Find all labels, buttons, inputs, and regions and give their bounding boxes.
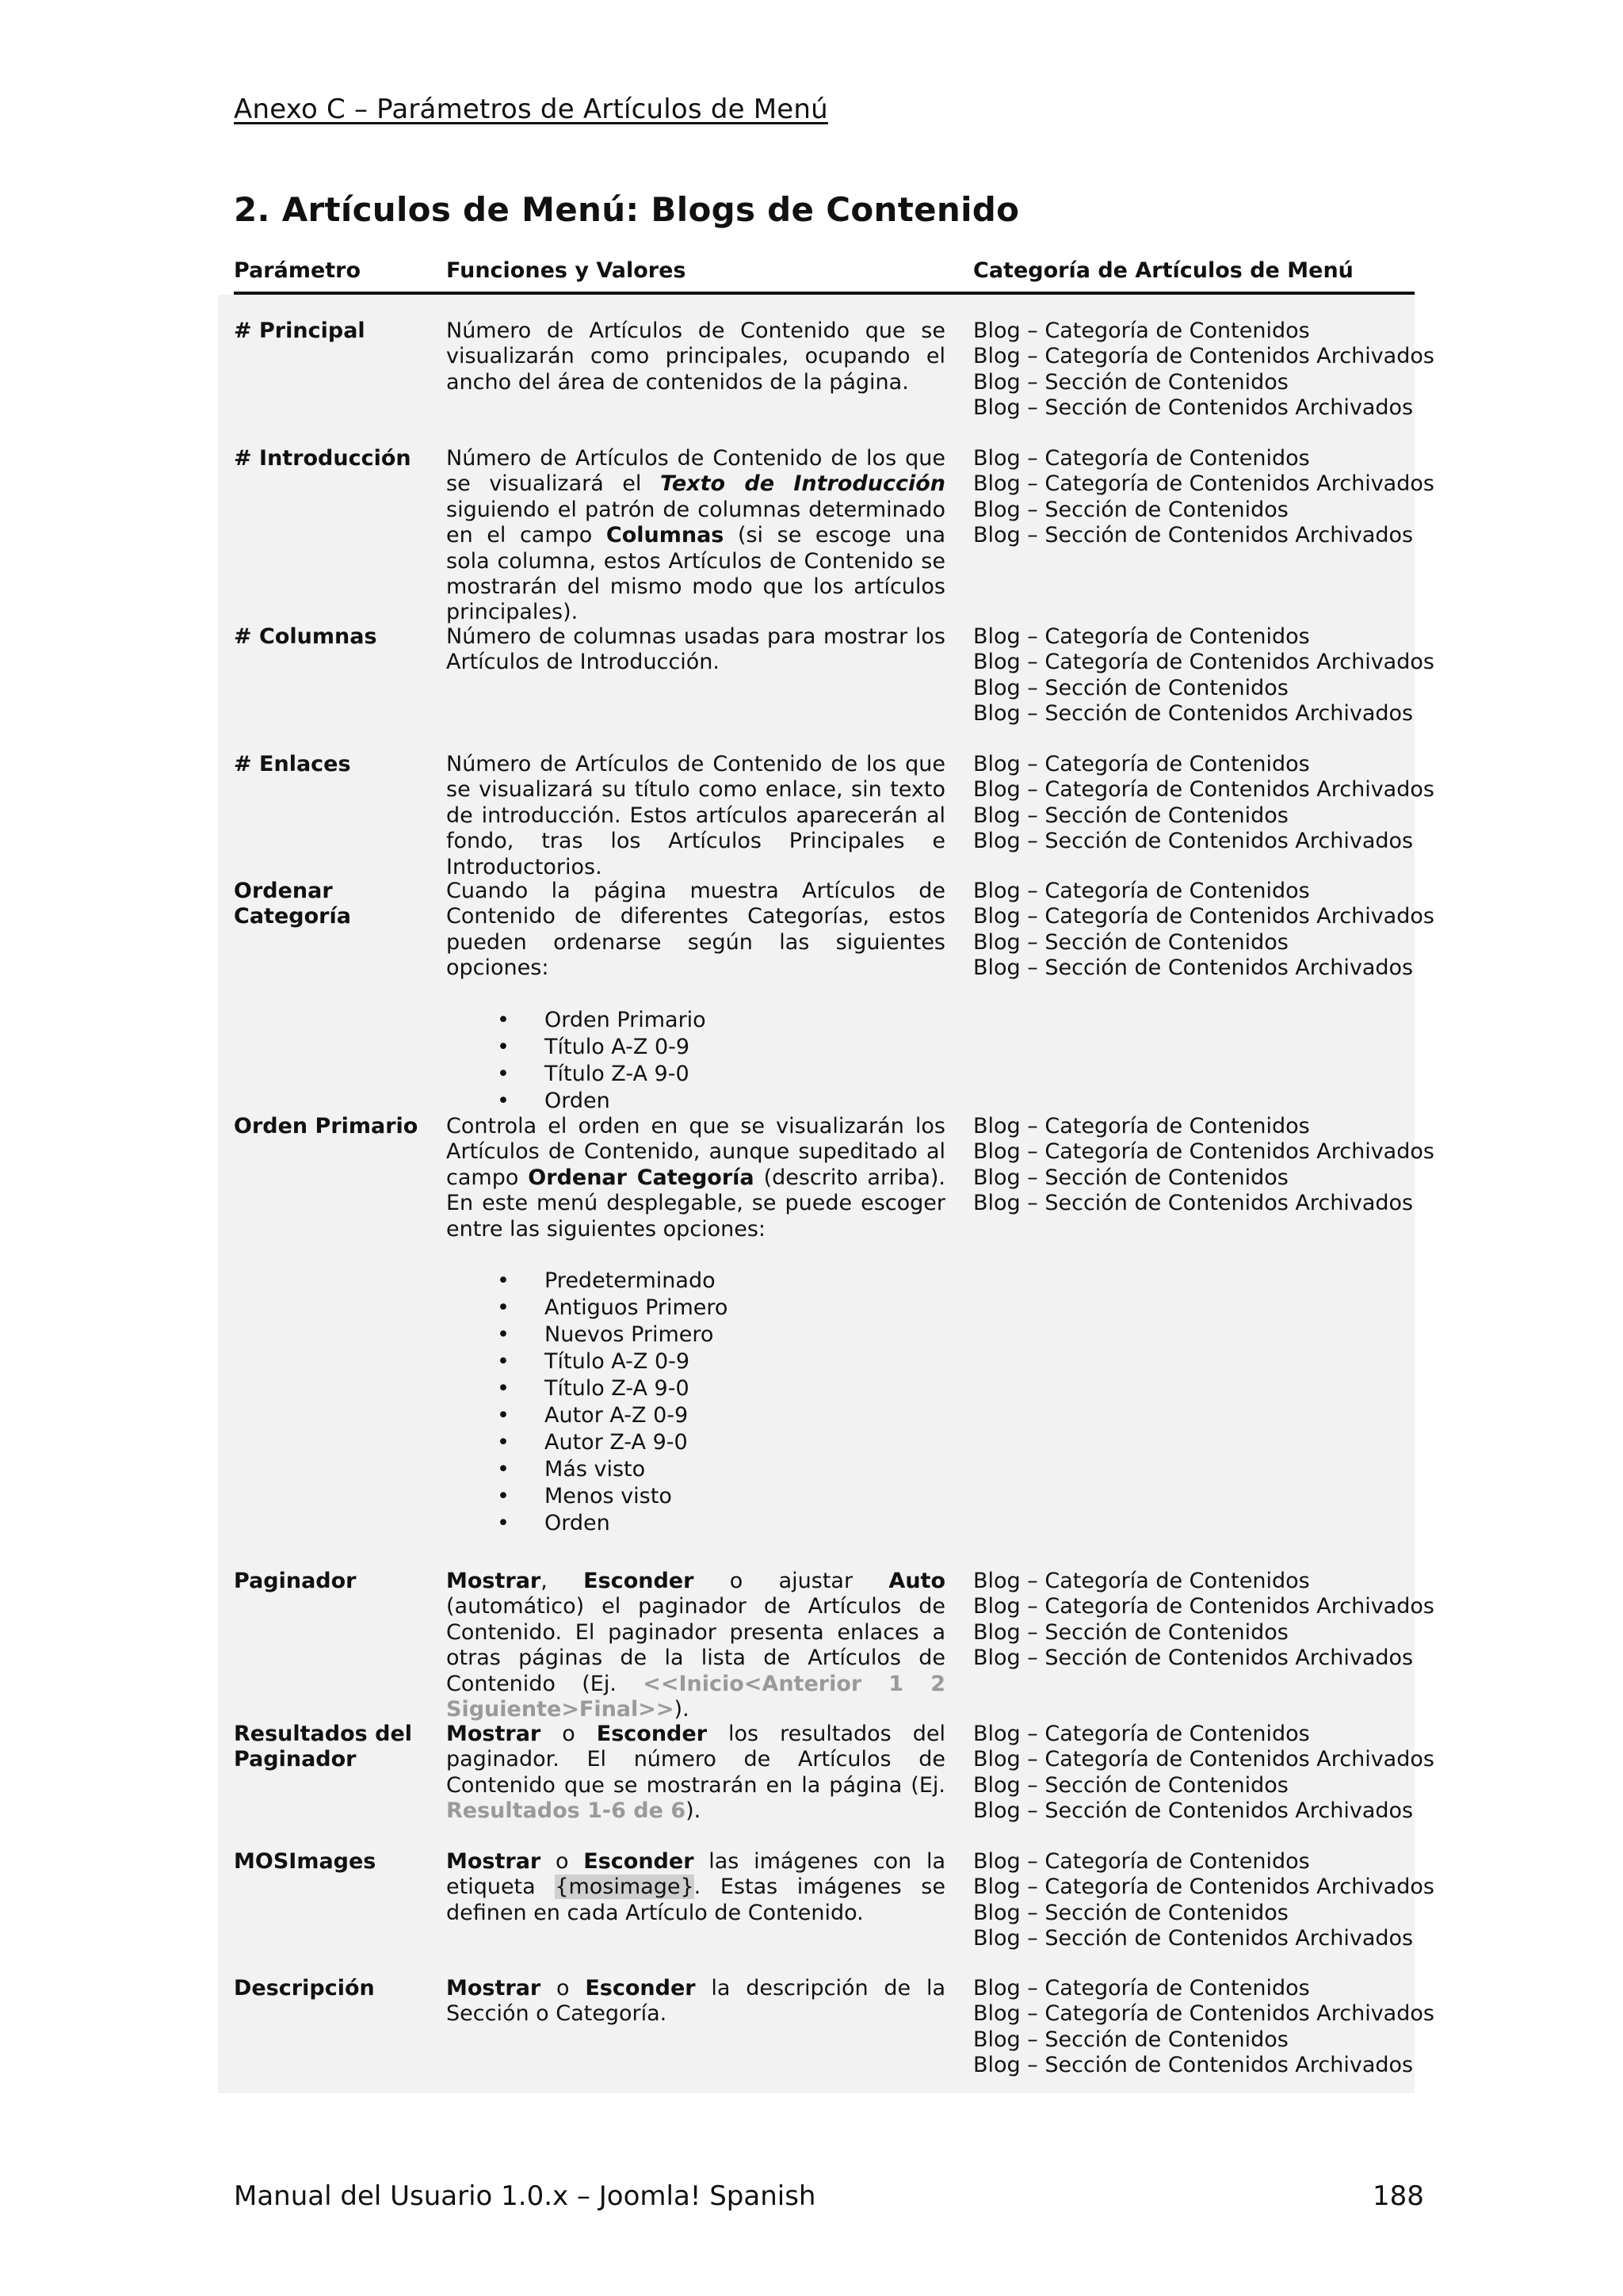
- emphasis: Texto de Introducción: [659, 471, 945, 497]
- menu-categories: [973, 446, 1434, 549]
- option-item: • Orden Primario: [446, 1007, 945, 1034]
- param-name: Descripción: [234, 1976, 375, 2000]
- pagination-example: <<Inicio<Anterior 1 2 Siguiente>Final>>: [446, 1671, 945, 1722]
- category-item: Blog – Sección de Contenidos Archivados: [973, 2053, 1414, 2078]
- category-item: Blog – Sección de Contenidos: [973, 2027, 1289, 2052]
- param-name: # Introducción: [234, 446, 411, 471]
- text: ).: [685, 1798, 701, 1824]
- emphasis: Mostrar: [446, 1849, 541, 1874]
- emphasis: Mostrar: [446, 1569, 541, 1593]
- mosimage-tag: {mosimage}: [555, 1875, 694, 1900]
- text: o: [540, 1976, 586, 2000]
- category-item: Blog – Sección de Contenidos: [973, 497, 1289, 522]
- category-item: Blog – Categoría de Contenidos: [973, 752, 1310, 776]
- emphasis: Ordenar Categoría: [528, 1165, 754, 1190]
- category-item: Blog – Categoría de Contenidos Archivados: [973, 471, 1434, 497]
- parameter-table: [218, 295, 1434, 2093]
- param-name: [234, 879, 424, 930]
- category-item: Blog – Sección de Contenidos Archivados: [973, 1926, 1414, 1951]
- category-item: Blog – Categoría de Contenidos Archivados: [973, 2001, 1434, 2027]
- column-header-funciones: Funciones y Valores: [446, 258, 686, 283]
- param-description: [446, 1976, 945, 2027]
- category-item: Blog – Sección de Contenidos Archivados: [973, 1798, 1414, 1824]
- param-description: [446, 879, 945, 1115]
- option-item: • Orden: [446, 1088, 945, 1115]
- param-description: [446, 446, 945, 626]
- category-item: Blog – Categoría de Contenidos: [973, 879, 1310, 903]
- category-item: Blog – Sección de Contenidos: [973, 929, 1289, 955]
- param-name: MOSImages: [234, 1849, 376, 1874]
- option-item: • Antiguos Primero: [446, 1295, 945, 1322]
- param-name-line: Resultados del: [234, 1722, 413, 1746]
- table-header: [234, 255, 1415, 296]
- option-item: • Menos visto: [446, 1483, 945, 1510]
- category-item: Blog – Categoría de Contenidos Archivados: [973, 1875, 1434, 1900]
- menu-categories: [973, 1976, 1434, 2079]
- param-description: [446, 1849, 945, 1926]
- menu-categories: [973, 1569, 1434, 1672]
- column-header-categoria: Categoría de Artículos de Menú: [973, 258, 1354, 283]
- param-name: # Columnas: [234, 624, 377, 649]
- text: (automático) el paginador de Artículos de Contenido. El paginador presenta enlaces a otras páginas de la lista de Artículos de Contenido (Ej.: [446, 1594, 945, 1696]
- text: ).: [674, 1697, 689, 1722]
- param-name: Orden Primario: [234, 1114, 418, 1138]
- emphasis: Esconder: [585, 1976, 696, 2000]
- category-item: Blog – Categoría de Contenidos Archivados: [973, 1139, 1434, 1165]
- menu-categories: [973, 1849, 1434, 1952]
- emphasis: Esconder: [596, 1722, 708, 1746]
- option-list: [446, 1007, 945, 1115]
- category-item: Blog – Categoría de Contenidos: [973, 1849, 1310, 1874]
- category-item: Blog – Categoría de Contenidos Archivados: [973, 344, 1434, 369]
- menu-categories: [973, 1722, 1434, 1825]
- param-description: Número de Artículos de Contenido de los que se visualizará su título como enlace, sin texto de introducción. Estos artículos aparecerán al fondo, tras los Artículos Principales e Introductorios.: [446, 752, 945, 879]
- text: las imágenes con la etiqueta: [446, 1849, 946, 1900]
- text: ,: [540, 1569, 584, 1593]
- option-item: • Nuevos Primero: [446, 1322, 945, 1348]
- emphasis: Columnas: [605, 523, 724, 548]
- category-item: Blog – Sección de Contenidos: [973, 675, 1289, 700]
- menu-categories: [973, 1114, 1434, 1217]
- text: la descripción de la Sección o Categoría.: [446, 1976, 945, 2027]
- text: (si se escoge una sola columna, estos Artículos de Contenido se mostrarán del mismo modo que los artículos principales).: [446, 523, 945, 625]
- category-item: Blog – Categoría de Contenidos: [973, 1976, 1310, 2000]
- text: o: [540, 1849, 584, 1874]
- category-item: Blog – Categoría de Contenidos Archivados: [973, 777, 1434, 803]
- category-item: Blog – Sección de Contenidos Archivados: [973, 395, 1414, 421]
- category-item: Blog – Sección de Contenidos: [973, 1900, 1289, 1925]
- category-item: Blog – Categoría de Contenidos Archivados: [973, 904, 1434, 929]
- option-item: • Orden: [446, 1510, 945, 1537]
- option-item: • Más visto: [446, 1456, 945, 1483]
- category-item: Blog – Sección de Contenidos Archivados: [973, 955, 1414, 981]
- category-item: Blog – Categoría de Contenidos Archivados: [973, 650, 1434, 675]
- param-description: Número de columnas usadas para mostrar los Artículos de Introducción.: [446, 624, 945, 675]
- text: (descrito arriba). En este menú desplegable, se puede escoger entre las siguientes opciones:: [446, 1165, 945, 1241]
- text: Controla el orden en que se visualizarán los Artículos de Contenido, aunque supeditado al campo: [446, 1114, 945, 1190]
- footer-manual-title: Manual del Usuario 1.0.x – Joomla! Spanish: [234, 2180, 816, 2212]
- category-item: Blog – Sección de Contenidos: [973, 1772, 1289, 1798]
- emphasis: Esconder: [583, 1849, 694, 1874]
- menu-categories: [973, 318, 1434, 421]
- category-item: Blog – Categoría de Contenidos: [973, 318, 1310, 343]
- column-header-parametro: Parámetro: [234, 258, 361, 283]
- category-item: Blog – Categoría de Contenidos: [973, 1569, 1310, 1593]
- emphasis: Mostrar: [446, 1976, 541, 2000]
- category-item: Blog – Categoría de Contenidos: [973, 446, 1310, 471]
- text: [446, 1114, 945, 1242]
- param-name: [234, 1722, 424, 1773]
- page-number: 188: [1373, 2180, 1424, 2212]
- running-title: Anexo C – Parámetros de Artículos de Menú: [234, 93, 828, 125]
- category-item: Blog – Sección de Contenidos: [973, 1165, 1289, 1190]
- text: . Estas imágenes se definen en cada Artículo de Contenido.: [446, 1875, 945, 1925]
- category-item: Blog – Categoría de Contenidos Archivados: [973, 1594, 1434, 1619]
- category-item: Blog – Sección de Contenidos: [973, 803, 1289, 828]
- option-list: [446, 1268, 945, 1537]
- text: Cuando la página muestra Artículos de Contenido de diferentes Categorías, estos pueden ordenarse según las siguientes opciones:: [446, 879, 945, 981]
- category-item: Blog – Sección de Contenidos Archivados: [973, 1646, 1414, 1671]
- emphasis: Auto: [888, 1569, 945, 1593]
- category-item: Blog – Sección de Contenidos Archivados: [973, 701, 1414, 727]
- emphasis: Esconder: [583, 1569, 694, 1593]
- option-item: • Título A-Z 0-9: [446, 1348, 945, 1375]
- category-item: Blog – Categoría de Contenidos: [973, 1722, 1310, 1746]
- option-item: • Autor Z-A 9-0: [446, 1429, 945, 1456]
- param-name: # Principal: [234, 318, 365, 343]
- param-name-line: Ordenar: [234, 879, 333, 903]
- option-item: • Título A-Z 0-9: [446, 1034, 945, 1061]
- param-name-line: Categoría: [234, 904, 351, 929]
- text: los resultados del paginador. El número de Artículos de Contenido que se mostrarán en la página (Ej.: [446, 1722, 945, 1798]
- option-item: • Título Z-A 9-0: [446, 1061, 945, 1088]
- param-description: [446, 1722, 945, 1825]
- param-name: # Enlaces: [234, 752, 351, 776]
- category-item: Blog – Sección de Contenidos Archivados: [973, 829, 1414, 854]
- category-item: Blog – Sección de Contenidos Archivados: [973, 523, 1414, 548]
- param-description: [446, 1569, 945, 1722]
- category-item: Blog – Categoría de Contenidos: [973, 624, 1310, 649]
- category-item: Blog – Sección de Contenidos: [973, 1619, 1289, 1645]
- option-item: • Título Z-A 9-0: [446, 1375, 945, 1402]
- category-item: Blog – Sección de Contenidos: [973, 369, 1289, 395]
- param-description: Número de Artículos de Contenido que se visualizarán como principales, ocupando el ancho del área de contenidos de la página.: [446, 318, 945, 395]
- param-description: [446, 1114, 945, 1537]
- category-item: Blog – Categoría de Contenidos: [973, 1114, 1310, 1138]
- option-item: • Autor A-Z 0-9: [446, 1402, 945, 1429]
- category-item: Blog – Sección de Contenidos Archivados: [973, 1191, 1414, 1216]
- emphasis: Mostrar: [446, 1722, 541, 1746]
- results-example: Resultados 1-6 de 6: [446, 1798, 686, 1824]
- menu-categories: [973, 624, 1434, 727]
- text: siguiendo el patrón de columnas determinado en el campo: [446, 497, 945, 548]
- param-name: Paginador: [234, 1569, 357, 1593]
- category-item: Blog – Categoría de Contenidos Archivados: [973, 1747, 1434, 1772]
- text: Número de Artículos de Contenido de los que se visualizará el: [446, 446, 945, 497]
- option-item: • Predeterminado: [446, 1268, 945, 1295]
- text: o: [540, 1722, 597, 1746]
- menu-categories: [973, 879, 1434, 982]
- text: o ajustar: [693, 1569, 889, 1593]
- param-name-line: Paginador: [234, 1747, 357, 1772]
- menu-categories: [973, 752, 1434, 855]
- section-title: 2. Artículos de Menú: Blogs de Contenido: [234, 190, 1020, 229]
